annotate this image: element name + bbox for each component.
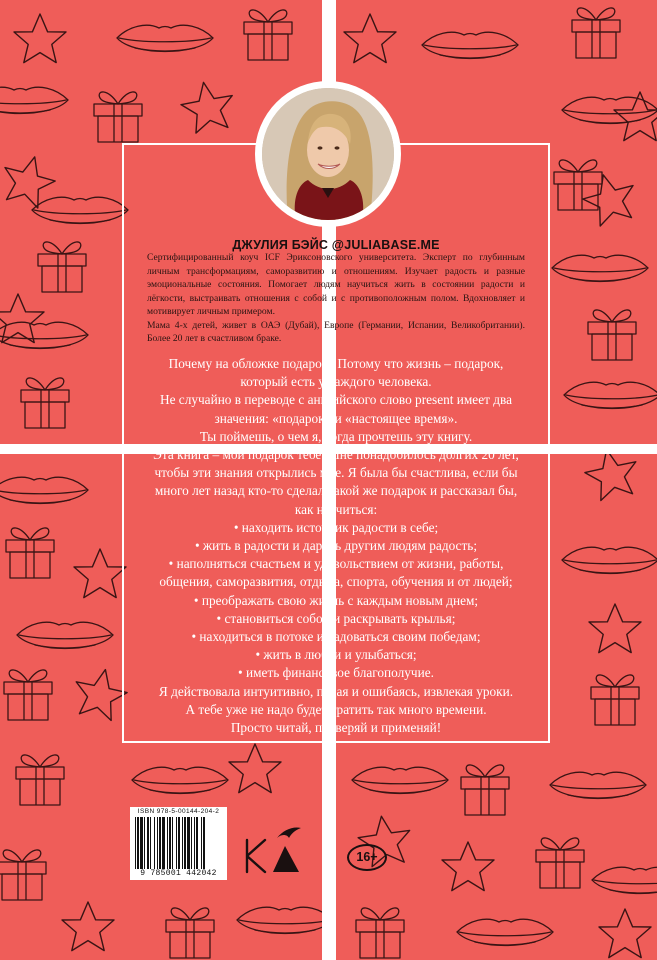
lips-icon <box>562 97 657 123</box>
bio-paragraph: Мама 4-х детей, живет в ОАЭ (Дубай), Европе (Германии, Испании, Великобритании). Более 20 лет в счастливом браке. <box>147 319 525 344</box>
star-icon <box>62 902 114 951</box>
star-icon <box>442 842 494 891</box>
lips-icon <box>422 32 518 58</box>
gift-box-icon <box>554 160 602 210</box>
bio-paragraph: Сертифицированный коуч ICF Эриксоновского университета. Эксперт по глубинным личным трансформациям, саморазвитию и отношениям. Изучает радость и разные эмоциональные состояния. Помогает людям научиться жить в состоянии радости и лёгкости, выстраивать отношения с собой и с противоположным полом. Вдохновляет и мотивирует личным примером. <box>147 252 525 317</box>
star-icon <box>178 78 238 135</box>
gift-box-icon <box>356 908 404 958</box>
lips-icon <box>0 87 68 113</box>
age-rating-badge: 16+ <box>347 844 387 871</box>
star-icon <box>344 14 396 63</box>
lips-icon <box>32 197 128 223</box>
bullet-item: • наполняться счастьем и удовольствием от жизни, работы, <box>168 556 504 572</box>
ka-publisher-logo <box>243 822 305 879</box>
bullet-item: • находиться в потоке и радоваться своим победам; <box>191 629 481 645</box>
star-icon <box>229 744 281 793</box>
lips-icon <box>552 255 648 281</box>
gift-box-icon <box>244 10 292 60</box>
gift-box-icon <box>94 92 142 142</box>
blurb-line: значения: «подарок» и «настоящее время». <box>214 410 458 426</box>
bullet-item: общения, саморазвития, отдыха, спорта, обучения и от людей; <box>159 574 513 590</box>
lips-icon <box>592 867 657 893</box>
star-icon <box>599 909 651 958</box>
author-photo <box>262 88 394 220</box>
blurb-line: много лет назад кто-то сделал такой же подарок и рассказал бы, <box>154 483 518 499</box>
blurb-line: Почему на обложке подарок? Потому что жизнь – подарок, <box>168 356 504 371</box>
lips-icon <box>117 25 213 51</box>
gift-box-icon <box>588 310 636 360</box>
author-bio <box>147 251 525 346</box>
lips-icon <box>352 767 448 793</box>
gift-box-icon <box>21 378 69 428</box>
blurb-text <box>126 355 546 737</box>
lips-icon <box>457 919 553 945</box>
lips-icon <box>237 907 333 933</box>
bullet-item: • становиться собой и раскрывать крылья; <box>216 610 456 626</box>
lips-icon <box>550 772 646 798</box>
blurb-line: Ты поймешь, о чем я, когда прочтешь эту книгу. <box>199 428 473 444</box>
bullet-item: • жить в любви и улыбаться; <box>255 647 417 663</box>
blurb-line: Я действовала интуитивно, падая и ошибаясь, извлекая уроки. <box>158 683 514 699</box>
gift-box-icon <box>166 908 214 958</box>
star-icon <box>14 14 66 63</box>
lips-icon <box>132 767 228 793</box>
gift-box-icon <box>38 242 86 292</box>
gift-box-icon <box>4 670 52 720</box>
blurb-line: как научиться: <box>294 501 378 517</box>
bullet-item: • иметь финансовое благополучие. <box>238 665 434 681</box>
gift-box-icon <box>572 8 620 58</box>
lips-icon <box>562 547 657 573</box>
barcode-number: 9 785001 442042 <box>140 869 217 878</box>
gift-box-icon <box>0 850 46 900</box>
lips-icon <box>564 382 657 408</box>
star-icon <box>0 150 60 210</box>
blurb-line: Просто читай, проверяй и применяй! <box>230 720 442 736</box>
lips-icon <box>0 477 88 503</box>
gift-box-icon <box>16 755 64 805</box>
blurb-line: Эта книга – мой подарок тебе. Мне понадобилось долгих 20 лет, <box>153 447 519 463</box>
blurb-line: который есть у каждого человека. <box>240 374 432 390</box>
star-icon <box>74 549 126 598</box>
gift-box-icon <box>6 528 54 578</box>
gift-box-icon <box>461 765 509 815</box>
bullet-item: • преображать свою жизнь с каждым новым днем; <box>193 592 479 608</box>
gift-box-icon <box>591 675 639 725</box>
barcode-bars <box>135 817 222 869</box>
bullet-item: • находить источник радости в себе; <box>233 519 439 535</box>
bullet-item: • жить в радости и дарить другим людям радость; <box>194 538 478 554</box>
barcode <box>130 807 227 880</box>
blurb-line: А тебе уже не надо будет тратить так много времени. <box>185 701 487 717</box>
isbn-label: ISBN 978-5-00144-204-2 <box>137 808 220 815</box>
star-icon <box>0 294 44 343</box>
star-icon <box>589 604 641 653</box>
author-name: ДЖУЛИЯ БЭЙС @JULIABASE.ME <box>232 238 440 252</box>
blurb-line: чтобы эти знания открылись мне. Я была бы счастлива, если бы <box>154 465 518 481</box>
blurb-line: Не случайно в переводе с английского слово present имеет два <box>159 392 513 408</box>
lips-icon <box>17 622 113 648</box>
star-icon <box>578 168 641 228</box>
gift-box-icon <box>536 838 584 888</box>
